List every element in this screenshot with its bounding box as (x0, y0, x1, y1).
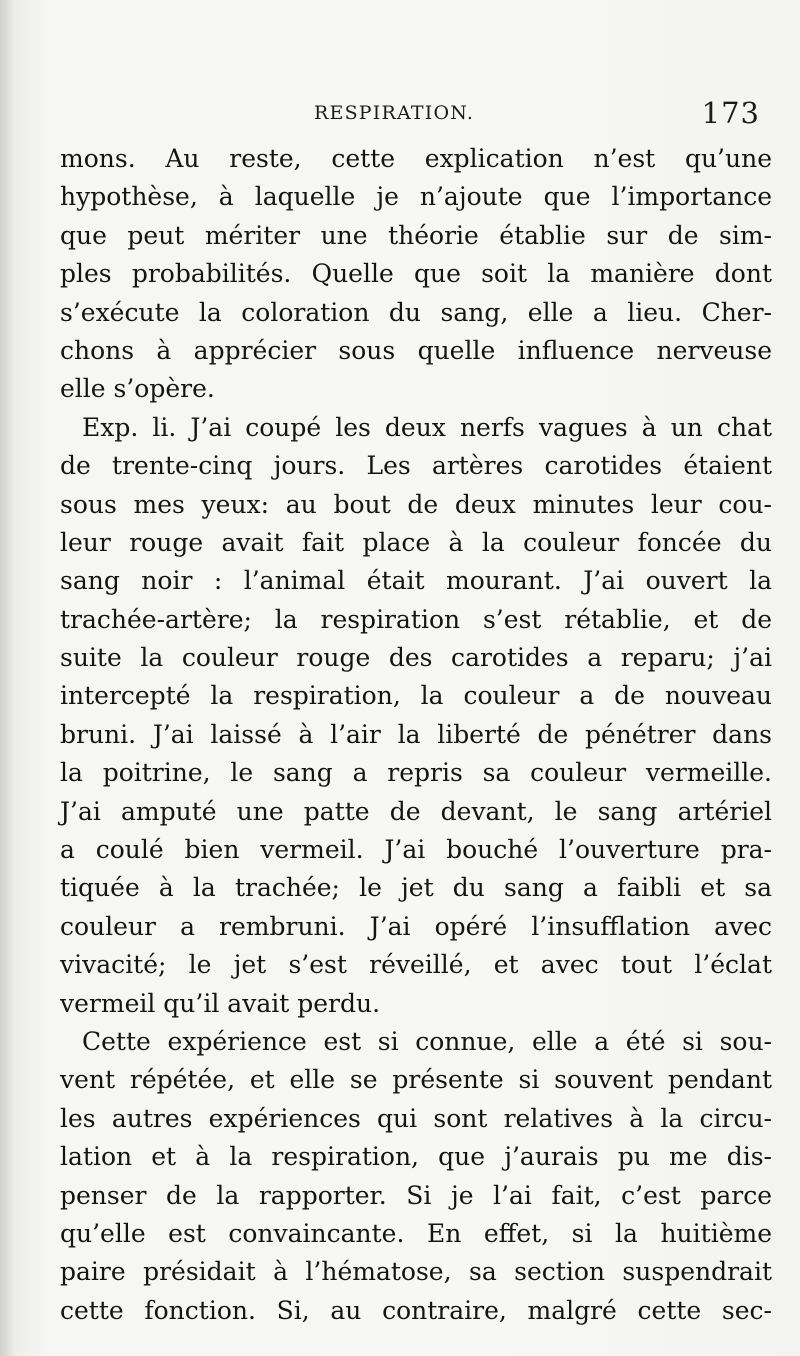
body-text (60, 140, 772, 1330)
text-line: lation et à la respiration, que j’aurais pu me dis- (60, 1142, 772, 1172)
text-line: trachée-artère; la respiration s’est rétablie, et de (60, 604, 772, 634)
page-number: 173 (701, 96, 760, 130)
text-line: sous mes yeux: au bout de deux minutes leur cou- (60, 489, 772, 519)
text-line: Exp. li. J’ai coupé les deux nerfs vagues à un chat (82, 412, 772, 442)
text-line: les autres expériences qui sont relatives à la circu- (60, 1103, 772, 1133)
text-line: Cette expérience est si connue, elle a été si sou- (82, 1026, 772, 1056)
text-line: hypothèse, à laquelle je n’ajoute que l’importance (60, 182, 772, 212)
text-line: vivacité; le jet s’est réveillé, et avec tout l’éclat (60, 950, 772, 980)
text-line: ples probabilités. Quelle que soit la manière dont (60, 259, 772, 289)
text-line: vent répétée, et elle se présente si souvent pendant (60, 1065, 772, 1095)
text-line: penser de la rapporter. Si je l’ai fait, c’est parce (60, 1180, 772, 1210)
text-line: a coulé bien vermeil. J’ai bouché l’ouverture pra- (60, 835, 772, 865)
text-line: de trente-cinq jours. Les artères carotides étaient (60, 451, 772, 481)
text-line: mons. Au reste, cette explication n’est qu’une (60, 144, 772, 173)
text-line: vermeil qu’il avait perdu. (60, 988, 381, 1018)
text-line: s’exécute la coloration du sang, elle a lieu. Cher- (60, 297, 772, 327)
text-line: la poitrine, le sang a repris sa couleur vermeille. (60, 758, 772, 788)
running-head: RESPIRATION. (314, 102, 475, 124)
text-line: J’ai amputé une patte de devant, le sang artériel (60, 796, 772, 826)
page-header (58, 96, 768, 136)
text-line: tiquée à la trachée; le jet du sang a faibli et sa (60, 873, 772, 903)
gutter-shadow (0, 0, 14, 1356)
text-line: paire présidait à l’hématose, sa section suspendrait (60, 1257, 772, 1287)
text-line: qu’elle est convaincante. En effet, si la huitième (60, 1218, 772, 1248)
text-line: couleur a rembruni. J’ai opéré l’insufflation avec (60, 911, 772, 941)
text-line: leur rouge avait fait place à la couleur foncée du (60, 527, 772, 557)
text-line: chons à apprécier sous quelle influence nerveuse (60, 335, 772, 365)
text-line: bruni. J’ai laissé à l’air la liberté de pénétrer dans (60, 719, 772, 749)
text-line: cette fonction. Si, au contraire, malgré cette sec- (60, 1295, 772, 1325)
text-line: suite la couleur rouge des carotides a reparu; j’ai (60, 643, 772, 673)
text-line: sang noir : l’animal était mourant. J’ai ouvert la (60, 566, 772, 596)
text-line: que peut mériter une théorie établie sur de sim- (60, 220, 772, 250)
text-line: elle s’opère. (60, 374, 215, 404)
text-line: intercepté la respiration, la couleur a de nouveau (60, 681, 772, 711)
